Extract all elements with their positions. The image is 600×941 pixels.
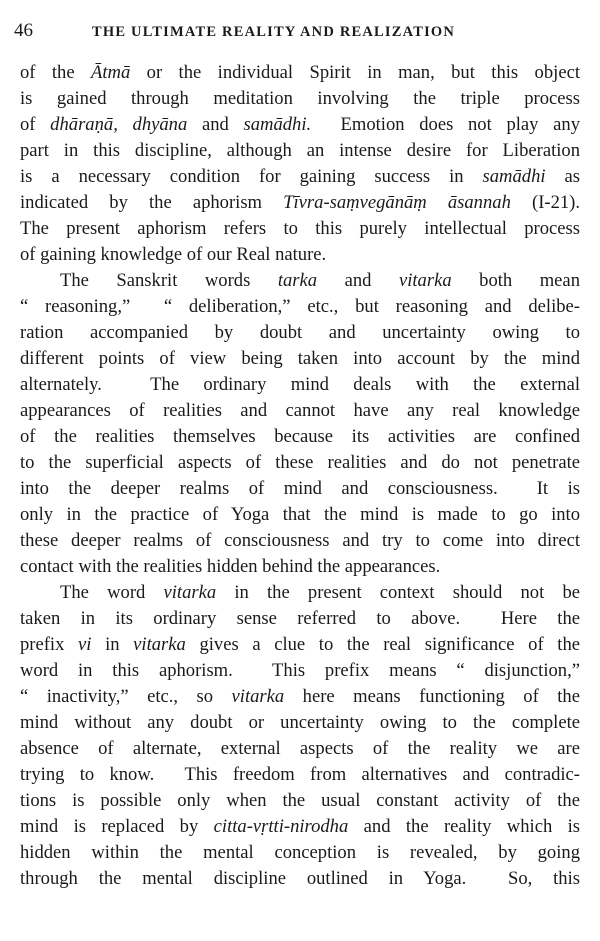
italic-term: tarka	[277, 270, 318, 291]
text-line	[20, 814, 580, 840]
italic-term: Ātmā	[91, 62, 131, 83]
italic-term: Tīvra-saṃvegānāṃ āsannah	[283, 192, 511, 213]
text-run: and	[187, 114, 244, 135]
text-line	[20, 60, 580, 86]
text-run: hidden within the mental conception is revealed, by going	[20, 842, 580, 863]
text-run: different points of view being taken into account by the mind	[20, 348, 580, 369]
text-line	[20, 190, 580, 216]
text-run: The Sanskrit words	[60, 270, 278, 291]
text-run: trying to know. This freedom from alternatives and contradic-	[20, 764, 580, 785]
italic-term: samādhi	[482, 166, 546, 187]
text-line	[20, 502, 580, 528]
text-run: into the deeper realms of mind and consciousness. It is	[20, 478, 580, 499]
text-line	[20, 242, 580, 268]
text-run: through the mental discipline outlined in Yoga. So, this	[20, 868, 580, 889]
text-run: part in this discipline, although an intense desire for Liberation	[20, 140, 580, 161]
text-line	[20, 216, 580, 242]
text-line	[20, 398, 580, 424]
text-line	[20, 268, 580, 294]
text-run: and the reality which is	[348, 816, 581, 837]
text-run: in the present context should not be	[216, 582, 580, 603]
text-run: (I-21).	[510, 192, 581, 213]
text-line	[20, 580, 580, 606]
text-line	[20, 684, 580, 710]
text-run: alternately. The ordinary mind deals with the external	[20, 374, 580, 395]
text-line	[20, 372, 580, 398]
text-run: of the	[20, 62, 92, 83]
italic-term: samādhi.	[243, 114, 312, 135]
text-run: ration accompanied by doubt and uncertainty owing to	[20, 322, 580, 343]
text-line	[20, 658, 580, 684]
text-run: as	[545, 166, 580, 187]
text-line	[20, 346, 580, 372]
text-line	[20, 450, 580, 476]
italic-term: vitarka	[398, 270, 452, 291]
text-run: and	[317, 270, 399, 291]
text-line	[20, 164, 580, 190]
running-title: THE ULTIMATE REALITY AND REALIZATION	[92, 24, 456, 40]
italic-term: dhāraṇā, dhyāna	[50, 114, 188, 135]
text-run: or the individual Spirit in man, but this object	[130, 62, 580, 83]
text-line	[20, 606, 580, 632]
text-line	[20, 710, 580, 736]
text-run: “ inactivity,” etc., so	[20, 686, 232, 707]
text-run: prefix	[20, 634, 79, 655]
text-line	[20, 736, 580, 762]
text-line	[20, 476, 580, 502]
text-line	[20, 866, 580, 892]
text-line	[20, 138, 580, 164]
text-run: of	[20, 114, 51, 135]
text-line	[20, 762, 580, 788]
text-run: taken in its ordinary sense referred to above. Here the	[20, 608, 580, 629]
text-run: Emotion does not play any	[311, 114, 580, 135]
text-line	[20, 86, 580, 112]
text-run: of gaining knowledge of our Real nature.	[20, 244, 327, 265]
text-run: only in the practice of Yoga that the mind is made to go into	[20, 504, 580, 525]
text-run: The present aphorism refers to this purely intellectual process	[20, 218, 580, 239]
text-run: contact with the realities hidden behind the appearances.	[20, 556, 441, 577]
text-line	[20, 112, 580, 138]
text-run: indicated by the aphorism	[20, 192, 284, 213]
text-line	[20, 632, 580, 658]
page-header	[14, 19, 584, 43]
text-run: is a necessary condition for gaining success in	[20, 166, 483, 187]
italic-term: vitarka	[231, 686, 285, 707]
text-line	[20, 424, 580, 450]
text-run: tions is possible only when the usual constant activity of the	[20, 790, 580, 811]
text-run: in	[91, 634, 134, 655]
italic-term: vi	[78, 634, 92, 655]
text-line	[20, 528, 580, 554]
text-run: both mean	[451, 270, 580, 291]
text-run: these deeper realms of consciousness and try to come into direct	[20, 530, 580, 551]
italic-term: vitarka	[163, 582, 217, 603]
text-run: to the superficial aspects of these realities and do not penetrate	[20, 452, 580, 473]
text-run: mind is replaced by	[20, 816, 214, 837]
text-line	[20, 788, 580, 814]
text-run: is gained through meditation involving the triple process	[20, 88, 580, 109]
text-run: gives a clue to the real significance of the	[185, 634, 581, 655]
italic-term: vitarka	[133, 634, 186, 655]
text-run: absence of alternate, external aspects of the reality we are	[20, 738, 580, 759]
text-run: here means functioning of the	[284, 686, 580, 707]
text-run: word in this aphorism. This prefix means “ disjunction,”	[20, 660, 580, 681]
text-run: The word	[60, 582, 164, 603]
text-line	[20, 320, 580, 346]
text-line	[20, 840, 580, 866]
text-run: mind without any doubt or uncertainty owing to the complete	[20, 712, 580, 733]
text-run: appearances of realities and cannot have any real knowledge	[20, 400, 580, 421]
text-run: of the realities themselves because its activities are confined	[20, 426, 580, 447]
page-number: 46	[14, 20, 33, 41]
body-text	[20, 60, 580, 892]
text-line	[20, 294, 580, 320]
text-run: “ reasoning,” “ deliberation,” etc., but reasoning and delibe-	[20, 296, 580, 317]
text-line	[20, 554, 580, 580]
italic-term: citta-vṛtti-nirodha	[213, 816, 349, 837]
